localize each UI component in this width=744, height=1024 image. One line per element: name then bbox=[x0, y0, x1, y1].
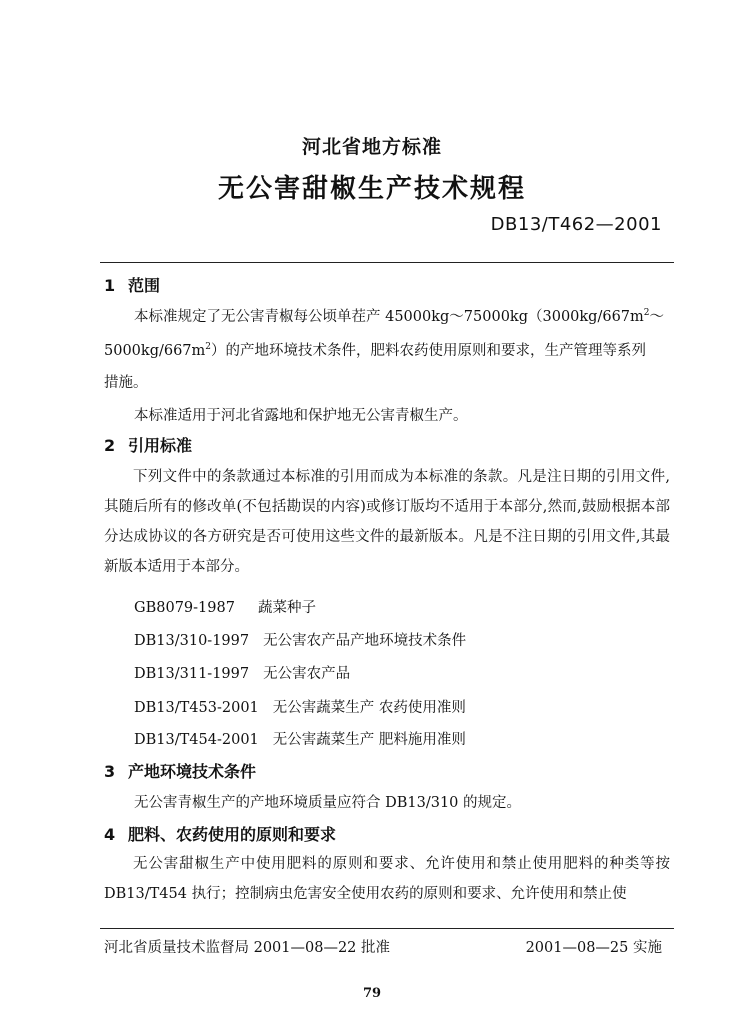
reference-item bbox=[134, 629, 466, 650]
section-3-para-1: 无公害青椒生产的产地环境质量应符合 DB13/310 的规定。 bbox=[134, 795, 522, 811]
section-1-para-1-line-3: 措施。 bbox=[104, 375, 148, 391]
section-1-para-1-line-1 bbox=[134, 305, 664, 326]
text-run: ～ bbox=[649, 309, 665, 325]
standard-number: DB13/T462—2001 bbox=[490, 214, 662, 235]
reference-name: 蔬菜种子 bbox=[258, 600, 316, 616]
text-run: 5000kg/667m bbox=[104, 343, 206, 359]
reference-code: DB13/T454-2001 bbox=[134, 732, 259, 748]
section-4-label: 肥料、农药使用的原则和要求 bbox=[128, 825, 337, 844]
reference-code: DB13/T453-2001 bbox=[134, 700, 259, 716]
reference-name: 无公害农产品 bbox=[263, 666, 351, 682]
section-2-label: 引用标准 bbox=[128, 436, 193, 455]
superscript: 2 bbox=[643, 308, 650, 319]
section-2-number: 2 bbox=[104, 436, 116, 455]
reference-code: DB13/311-1997 bbox=[134, 666, 250, 682]
section-3-label: 产地环境技术条件 bbox=[128, 762, 257, 781]
section-1-number: 1 bbox=[104, 276, 116, 295]
section-2-title bbox=[104, 433, 192, 456]
reference-code: GB8079-1987 bbox=[134, 600, 235, 616]
section-1-label: 范围 bbox=[128, 276, 161, 295]
superscript: 2 bbox=[205, 342, 212, 353]
footer-rule bbox=[100, 928, 674, 929]
reference-item bbox=[134, 662, 350, 683]
approval-note: 河北省质量技术监督局 2001—08—22 批准 bbox=[104, 940, 391, 956]
section-1-para-2: 本标准适用于河北省露地和保护地无公害青椒生产。 bbox=[134, 408, 468, 424]
implementation-note: 2001—08—25 实施 bbox=[525, 940, 662, 956]
reference-name: 无公害蔬菜生产 肥料施用准则 bbox=[272, 732, 466, 748]
section-4-title bbox=[104, 822, 336, 845]
reference-item bbox=[134, 596, 316, 617]
reference-code: DB13/310-1997 bbox=[134, 633, 250, 649]
section-4-para-1: 无公害甜椒生产中使用肥料的原则和要求、允许使用和禁止使用肥料的种类等按 DB13/T454 执行；控制病虫危害安全使用农药的原则和要求、允许使用和禁止使 bbox=[104, 856, 670, 902]
reference-item bbox=[134, 696, 466, 717]
page-number: 79 bbox=[362, 986, 382, 1001]
reference-name: 无公害农产品产地环境技术条件 bbox=[263, 633, 467, 649]
text-run: 本标准规定了无公害青椒每公顷单茬产 45000kg～75000kg（3000kg/667m bbox=[134, 309, 644, 325]
section-3-title bbox=[104, 759, 256, 782]
reference-item bbox=[134, 728, 466, 749]
section-1-title bbox=[104, 273, 160, 296]
header-rule bbox=[100, 262, 674, 263]
section-1-para-1-line-2 bbox=[104, 339, 646, 360]
section-4-number: 4 bbox=[104, 825, 116, 844]
reference-name: 无公害蔬菜生产 农药使用准则 bbox=[272, 700, 466, 716]
document-title: 无公害甜椒生产技术规程 bbox=[217, 174, 526, 204]
issuer-heading: 河北省地方标准 bbox=[301, 136, 442, 158]
text-run: ）的产地环境技术条件，肥料农药使用原则和要求，生产管理等系列 bbox=[211, 343, 647, 359]
section-3-number: 3 bbox=[104, 762, 116, 781]
section-2-para-1: 下列文件中的条款通过本标准的引用而成为本标准的条款。凡是注日期的引用文件,其随后所有的修改单(不包括勘误的内容)或修订版均不适用于本部分,然而,鼓励根据本部分达成协议的各方研究是否可使用这些文件的最新版本。凡是不注日期的引用文件,其最新版本适用于本部分。 bbox=[104, 469, 670, 575]
